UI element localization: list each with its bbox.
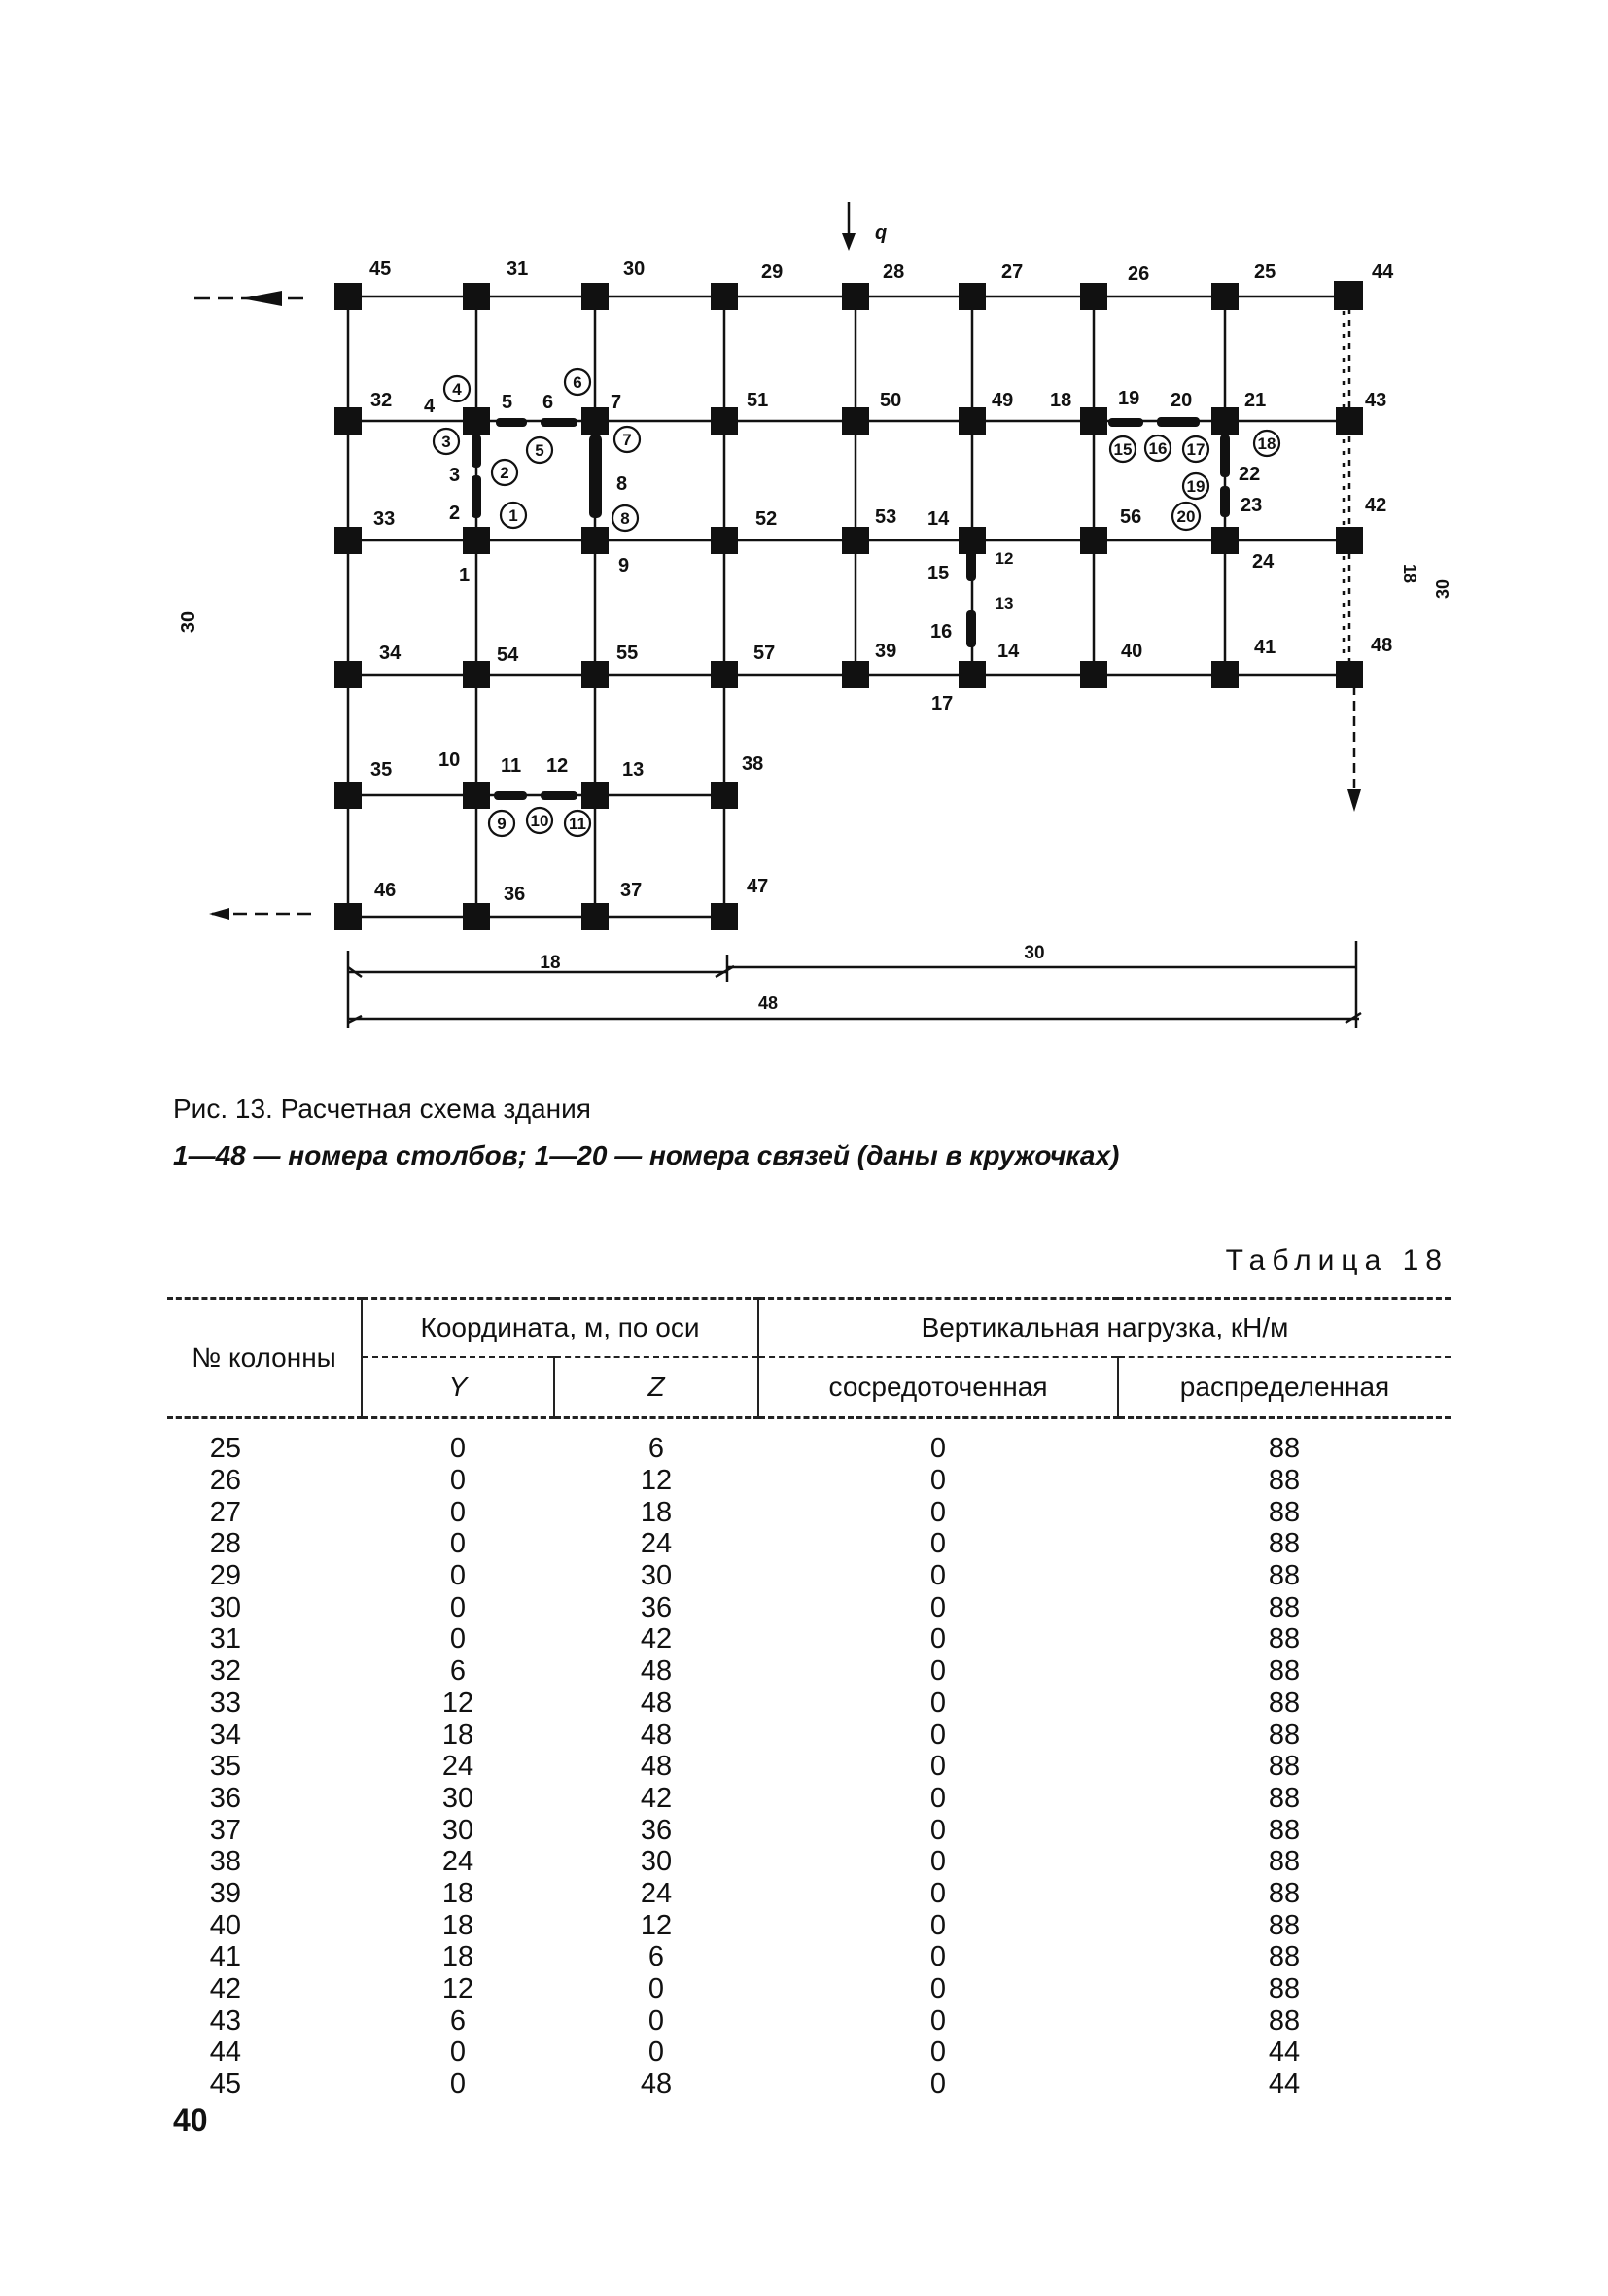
cell-z: 12 bbox=[640, 1465, 673, 1497]
cell-distributed: 88 bbox=[1268, 1846, 1301, 1878]
column-label: 2 bbox=[449, 503, 461, 524]
cell-z: 0 bbox=[647, 2036, 665, 2069]
table-row bbox=[167, 2004, 1451, 2036]
column-label: 29 bbox=[761, 261, 784, 283]
column-label: 56 bbox=[1120, 506, 1142, 528]
column-label: 1 bbox=[459, 565, 471, 586]
table-row bbox=[167, 1751, 1451, 1783]
cell-z: 0 bbox=[647, 1973, 665, 2005]
table-row bbox=[167, 1591, 1451, 1623]
cell-z: 48 bbox=[640, 1655, 673, 1687]
column-label: 50 bbox=[880, 390, 902, 411]
column-label: 16 bbox=[930, 621, 953, 643]
column-label: 11 bbox=[501, 755, 522, 777]
cell-concentrated: 0 bbox=[929, 1433, 947, 1465]
column-label: 36 bbox=[504, 884, 526, 905]
cell-z: 18 bbox=[640, 1496, 673, 1528]
cell-concentrated: 0 bbox=[929, 1909, 947, 1941]
link-label: 2 bbox=[500, 464, 509, 482]
cell-concentrated: 0 bbox=[929, 1846, 947, 1878]
cell-z: 6 bbox=[647, 1433, 665, 1465]
cell-y: 30 bbox=[441, 1814, 474, 1846]
column-label: 5 bbox=[502, 392, 513, 413]
column-label: 38 bbox=[742, 753, 764, 775]
dimension-label-right-30: 30 bbox=[1433, 578, 1452, 600]
cell-distributed: 88 bbox=[1268, 1782, 1301, 1814]
column-label: 23 bbox=[1241, 495, 1263, 516]
cell-y: 18 bbox=[441, 1719, 474, 1751]
column-label: 26 bbox=[1128, 263, 1150, 285]
cell-y: 6 bbox=[449, 1655, 467, 1687]
link-label: 18 bbox=[1257, 435, 1276, 453]
link-label: 19 bbox=[1186, 477, 1206, 496]
cell-concentrated: 0 bbox=[929, 1528, 947, 1560]
cell-concentrated: 0 bbox=[929, 1496, 947, 1528]
column-label: 44 bbox=[1372, 261, 1394, 283]
column-label: 7 bbox=[611, 392, 622, 413]
table-title: Таблица 18 bbox=[1225, 1244, 1449, 1276]
column-label: 46 bbox=[374, 880, 397, 901]
cell-concentrated: 0 bbox=[929, 1751, 947, 1783]
column-label: 49 bbox=[992, 390, 1014, 411]
link-label: 10 bbox=[530, 812, 549, 830]
cell-distributed: 88 bbox=[1268, 1623, 1301, 1655]
table-row bbox=[167, 1623, 1451, 1655]
column-label: 45 bbox=[369, 259, 392, 280]
header-axis-y: Y bbox=[362, 1357, 554, 1418]
link-label: 5 bbox=[535, 441, 544, 460]
column-label: 43 bbox=[1365, 390, 1387, 411]
cell-concentrated: 0 bbox=[929, 1941, 947, 1973]
column-label: 40 bbox=[1121, 641, 1143, 662]
table-row bbox=[167, 1941, 1451, 1973]
table-row bbox=[167, 2036, 1451, 2069]
cell-concentrated: 0 bbox=[929, 2004, 947, 2036]
cell-distributed: 44 bbox=[1268, 2036, 1301, 2069]
cell-distributed: 88 bbox=[1268, 1814, 1301, 1846]
cell-concentrated: 0 bbox=[929, 1877, 947, 1909]
column-label: 18 bbox=[1050, 390, 1072, 411]
column-label: 4 bbox=[424, 396, 436, 417]
cell-concentrated: 0 bbox=[929, 1465, 947, 1497]
link-label: 15 bbox=[1113, 440, 1133, 459]
cell-column-number: 42 bbox=[209, 1973, 241, 2005]
cell-y: 24 bbox=[441, 1751, 474, 1783]
cell-z: 6 bbox=[647, 1941, 665, 1973]
header-column-number: № колонны bbox=[167, 1299, 362, 1418]
column-label: 14 bbox=[997, 641, 1020, 662]
dimension-label-bottom-18: 18 bbox=[540, 953, 561, 973]
cell-column-number: 30 bbox=[209, 1591, 241, 1623]
cell-y: 6 bbox=[449, 2004, 467, 2036]
cell-concentrated: 0 bbox=[929, 1560, 947, 1592]
cell-distributed: 88 bbox=[1268, 1687, 1301, 1719]
link-label: 4 bbox=[452, 380, 462, 399]
column-label: 8 bbox=[616, 473, 628, 495]
page-number: 40 bbox=[173, 2103, 208, 2138]
cell-y: 24 bbox=[441, 1846, 474, 1878]
cell-y: 30 bbox=[441, 1782, 474, 1814]
link-label: 11 bbox=[569, 815, 586, 833]
cell-y: 0 bbox=[449, 2069, 467, 2101]
cell-z: 24 bbox=[640, 1528, 673, 1560]
cell-column-number: 44 bbox=[209, 2036, 241, 2069]
column-label: 51 bbox=[747, 390, 769, 411]
cell-column-number: 26 bbox=[209, 1465, 241, 1497]
cell-concentrated: 0 bbox=[929, 2036, 947, 2069]
cell-y: 0 bbox=[449, 2036, 467, 2069]
column-label: 39 bbox=[875, 641, 897, 662]
column-label: 9 bbox=[618, 555, 630, 576]
column-data-table bbox=[167, 1297, 1451, 2100]
cell-column-number: 37 bbox=[209, 1814, 241, 1846]
cell-concentrated: 0 bbox=[929, 1687, 947, 1719]
column-label: 42 bbox=[1365, 495, 1387, 516]
link-label: 3 bbox=[441, 433, 451, 451]
link-label: 13 bbox=[995, 594, 1014, 612]
cell-column-number: 28 bbox=[209, 1528, 241, 1560]
cell-distributed: 88 bbox=[1268, 1591, 1301, 1623]
cell-column-number: 36 bbox=[209, 1782, 241, 1814]
cell-distributed: 88 bbox=[1268, 1465, 1301, 1497]
header-concentrated: сосредоточенная bbox=[758, 1357, 1118, 1418]
column-label: 28 bbox=[883, 261, 905, 283]
column-label: 14 bbox=[927, 508, 950, 530]
column-label: 21 bbox=[1244, 390, 1267, 411]
column-label: 25 bbox=[1254, 261, 1276, 283]
column-label: 55 bbox=[616, 643, 639, 664]
table-row bbox=[167, 1528, 1451, 1560]
cell-column-number: 29 bbox=[209, 1560, 241, 1592]
table-row bbox=[167, 1465, 1451, 1497]
column-label: 54 bbox=[497, 644, 519, 666]
figure-caption-title: Рис. 13. Расчетная схема здания bbox=[173, 1094, 591, 1124]
column-label: 20 bbox=[1171, 390, 1193, 411]
header-vertical-load: Вертикальная нагрузка, кН/м bbox=[758, 1299, 1451, 1358]
cell-distributed: 44 bbox=[1268, 2069, 1301, 2101]
table-row bbox=[167, 1783, 1451, 1815]
table-row bbox=[167, 1973, 1451, 2005]
header-axis-z: Z bbox=[554, 1357, 758, 1418]
cell-column-number: 38 bbox=[209, 1846, 241, 1878]
column-label: 52 bbox=[755, 508, 778, 530]
load-label: q bbox=[875, 223, 888, 244]
cell-concentrated: 0 bbox=[929, 1719, 947, 1751]
column-label: 6 bbox=[542, 392, 554, 413]
cell-concentrated: 0 bbox=[929, 1591, 947, 1623]
link-label: 9 bbox=[497, 815, 507, 833]
cell-column-number: 27 bbox=[209, 1496, 241, 1528]
cell-distributed: 88 bbox=[1268, 1751, 1301, 1783]
cell-column-number: 31 bbox=[209, 1623, 241, 1655]
column-label: 37 bbox=[620, 880, 643, 901]
link-label: 8 bbox=[620, 509, 630, 528]
figure-caption-legend: 1—48 — номера столбов; 1—20 — номера связей (даны в кружочках) bbox=[173, 1140, 1120, 1170]
cell-y: 0 bbox=[449, 1560, 467, 1592]
header-coordinate: Координата, м, по оси bbox=[362, 1299, 758, 1358]
cell-column-number: 35 bbox=[209, 1751, 241, 1783]
table-row bbox=[167, 2069, 1451, 2101]
column-label: 13 bbox=[622, 759, 645, 781]
cell-column-number: 45 bbox=[209, 2069, 241, 2101]
cell-z: 24 bbox=[640, 1877, 673, 1909]
cell-column-number: 33 bbox=[209, 1687, 241, 1719]
column-label: 24 bbox=[1252, 551, 1275, 573]
column-label: 34 bbox=[379, 643, 402, 664]
cell-distributed: 88 bbox=[1268, 1941, 1301, 1973]
cell-distributed: 88 bbox=[1268, 1719, 1301, 1751]
link-label: 17 bbox=[1186, 440, 1206, 459]
column-label: 31 bbox=[507, 259, 529, 280]
cell-z: 42 bbox=[640, 1782, 673, 1814]
column-label: 19 bbox=[1118, 388, 1140, 409]
cell-column-number: 40 bbox=[209, 1909, 241, 1941]
dimension-label-bottom-30: 30 bbox=[1024, 943, 1045, 963]
cell-z: 36 bbox=[640, 1591, 673, 1623]
column-label: 47 bbox=[747, 876, 769, 897]
cell-column-number: 34 bbox=[209, 1719, 241, 1751]
cell-column-number: 43 bbox=[209, 2004, 241, 2036]
link-label: 1 bbox=[508, 506, 518, 525]
column-label: 10 bbox=[438, 749, 461, 771]
cell-concentrated: 0 bbox=[929, 1782, 947, 1814]
cell-y: 12 bbox=[441, 1687, 474, 1719]
cell-y: 0 bbox=[449, 1433, 467, 1465]
cell-column-number: 41 bbox=[209, 1941, 241, 1973]
cell-column-number: 39 bbox=[209, 1877, 241, 1909]
column-label: 41 bbox=[1254, 637, 1276, 658]
cell-z: 36 bbox=[640, 1814, 673, 1846]
cell-column-number: 25 bbox=[209, 1433, 241, 1465]
column-label: 22 bbox=[1239, 464, 1261, 485]
link-label: 20 bbox=[1176, 507, 1196, 526]
cell-z: 48 bbox=[640, 1687, 673, 1719]
cell-y: 18 bbox=[441, 1941, 474, 1973]
cell-z: 48 bbox=[640, 2069, 673, 2101]
link-label: 6 bbox=[573, 373, 582, 392]
table-row bbox=[167, 1846, 1451, 1878]
column-label: 3 bbox=[449, 465, 461, 486]
column-label: 35 bbox=[370, 759, 393, 781]
column-label: 53 bbox=[875, 506, 897, 528]
table-row bbox=[167, 1719, 1451, 1751]
cell-distributed: 88 bbox=[1268, 1528, 1301, 1560]
cell-distributed: 88 bbox=[1268, 1496, 1301, 1528]
table-row bbox=[167, 1878, 1451, 1910]
column-label: 27 bbox=[1001, 261, 1024, 283]
cell-distributed: 88 bbox=[1268, 1655, 1301, 1687]
column-label: 48 bbox=[1371, 635, 1393, 656]
header-distributed: распределенная bbox=[1118, 1357, 1451, 1418]
cell-y: 0 bbox=[449, 1496, 467, 1528]
cell-y: 18 bbox=[441, 1909, 474, 1941]
cell-concentrated: 0 bbox=[929, 1973, 947, 2005]
column-label: 17 bbox=[931, 693, 954, 714]
link-label: 7 bbox=[622, 431, 632, 449]
cell-z: 42 bbox=[640, 1623, 673, 1655]
column-label: 30 bbox=[623, 259, 646, 280]
cell-z: 30 bbox=[640, 1560, 673, 1592]
dimension-label-right-18: 18 bbox=[1400, 563, 1419, 584]
link-label: 12 bbox=[995, 549, 1014, 568]
cell-z: 48 bbox=[640, 1719, 673, 1751]
dimension-label-bottom-48: 48 bbox=[757, 993, 779, 1013]
cell-z: 48 bbox=[640, 1751, 673, 1783]
cell-column-number: 32 bbox=[209, 1655, 241, 1687]
table-row bbox=[167, 1418, 1451, 1465]
cell-z: 0 bbox=[647, 2004, 665, 2036]
cell-distributed: 88 bbox=[1268, 1973, 1301, 2005]
cell-distributed: 88 bbox=[1268, 1560, 1301, 1592]
cell-z: 30 bbox=[640, 1846, 673, 1878]
table-row bbox=[167, 1496, 1451, 1528]
link-label: 16 bbox=[1148, 439, 1168, 458]
cell-y: 12 bbox=[441, 1973, 474, 2005]
cell-distributed: 88 bbox=[1268, 1433, 1301, 1465]
cell-distributed: 88 bbox=[1268, 1877, 1301, 1909]
cell-y: 0 bbox=[449, 1623, 467, 1655]
column-label: 57 bbox=[753, 643, 776, 664]
cell-concentrated: 0 bbox=[929, 1814, 947, 1846]
cell-y: 0 bbox=[449, 1465, 467, 1497]
building-scheme-diagram bbox=[0, 0, 1608, 1060]
table-row bbox=[167, 1687, 1451, 1720]
table-row bbox=[167, 1814, 1451, 1846]
cell-z: 12 bbox=[640, 1909, 673, 1941]
table-row bbox=[167, 1655, 1451, 1687]
cell-distributed: 88 bbox=[1268, 2004, 1301, 2036]
cell-concentrated: 0 bbox=[929, 1623, 947, 1655]
cell-concentrated: 0 bbox=[929, 2069, 947, 2101]
dimension-label-left-height: 30 bbox=[178, 610, 199, 634]
cell-y: 0 bbox=[449, 1528, 467, 1560]
column-label: 15 bbox=[927, 563, 950, 584]
table-row bbox=[167, 1560, 1451, 1592]
cell-y: 18 bbox=[441, 1877, 474, 1909]
column-label: 33 bbox=[373, 508, 396, 530]
cell-concentrated: 0 bbox=[929, 1655, 947, 1687]
cell-distributed: 88 bbox=[1268, 1909, 1301, 1941]
column-label: 12 bbox=[546, 755, 569, 777]
column-label: 32 bbox=[370, 390, 393, 411]
cell-y: 0 bbox=[449, 1591, 467, 1623]
table-row bbox=[167, 1909, 1451, 1941]
